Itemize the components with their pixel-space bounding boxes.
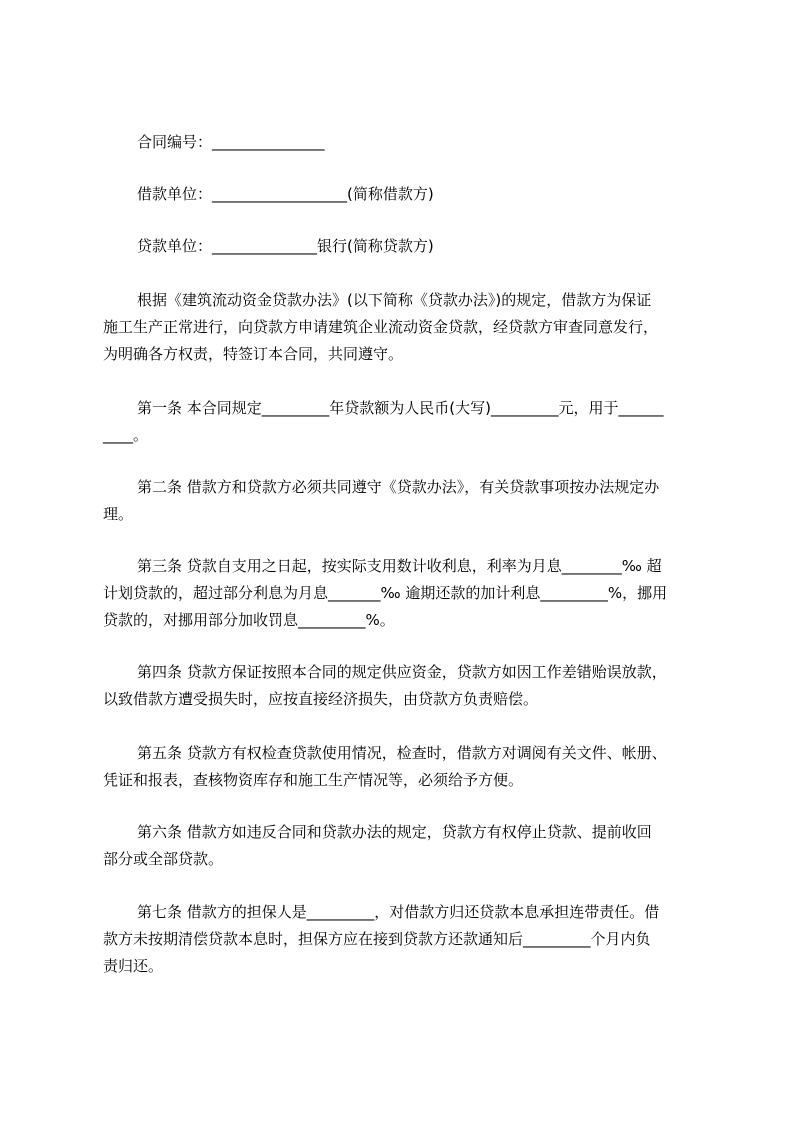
preamble-line: 施工生产正常进行，向贷款方申请建筑企业流动资金贷款，经贷款方审查同意发行， [103,318,659,336]
article-7-line: 第七条 借款方的担保人是_________，对借款方归还贷款本息承担连带责任。借 [137,903,660,921]
article-7-line: 责归还。 [103,957,164,975]
article-2-line: 理。 [103,505,134,523]
article-3-line: 贷款的，对挪用部分加收罚息_________%。 [103,611,395,629]
article-7-line: 款方未按期清偿贷款本息时，担保方应在接到贷款方还款通知后_________个月内负 [103,930,651,948]
contract-number-line: 合同编号：_______________ [137,133,325,151]
article-4-line: 以致借款方遭受损失时，应按直接经济损失，由贷款方负责赔偿。 [103,690,539,708]
article-4-line: 第四条 贷款方保证按照本合同的规定供应资金，贷款方如因工作差错贻误放款， [137,663,667,681]
borrower-line: 借款单位：__________________(简称借款方) [137,185,434,203]
article-3-line: 计划贷款的，超过部分利息为月息_______‰ 逾期还款的加计利息_________%，挪用 [103,584,668,602]
lender-line: 贷款单位：______________银行(简称贷款方) [137,237,434,255]
article-5-line: 凭证和报表，查核物资库存和施工生产情况等，必须给予方便。 [103,771,524,789]
article-6-line: 部分或全部贷款。 [103,850,224,868]
article-3-line: 第三条 贷款自支用之日起，按实际支用数计收利息，利率为月息________‰ 超 [137,557,662,575]
article-6-line: 第六条 借款方如违反合同和贷款办法的规定，贷款方有权停止贷款、提前收回 [137,823,652,841]
preamble-line: 根据《建筑流动资金贷款办法》(以下简称《贷款办法》)的规定，借款方为保证 [137,291,652,309]
article-1-line: 第一条 本合同规定_________年贷款额为人民币(大写)_________元，用于______ [137,399,664,417]
article-2-line: 第二条 借款方和贷款方必须共同遵守《贷款办法》，有关贷款事项按办法规定办 [137,478,660,496]
article-5-line: 第五条 贷款方有权检查贷款使用情况，检查时，借款方对调阅有关文件、帐册、 [137,744,667,762]
article-1-line: ____。 [103,426,149,444]
preamble-line: 为明确各方权责，特签订本合同，共同遵守。 [103,345,404,363]
